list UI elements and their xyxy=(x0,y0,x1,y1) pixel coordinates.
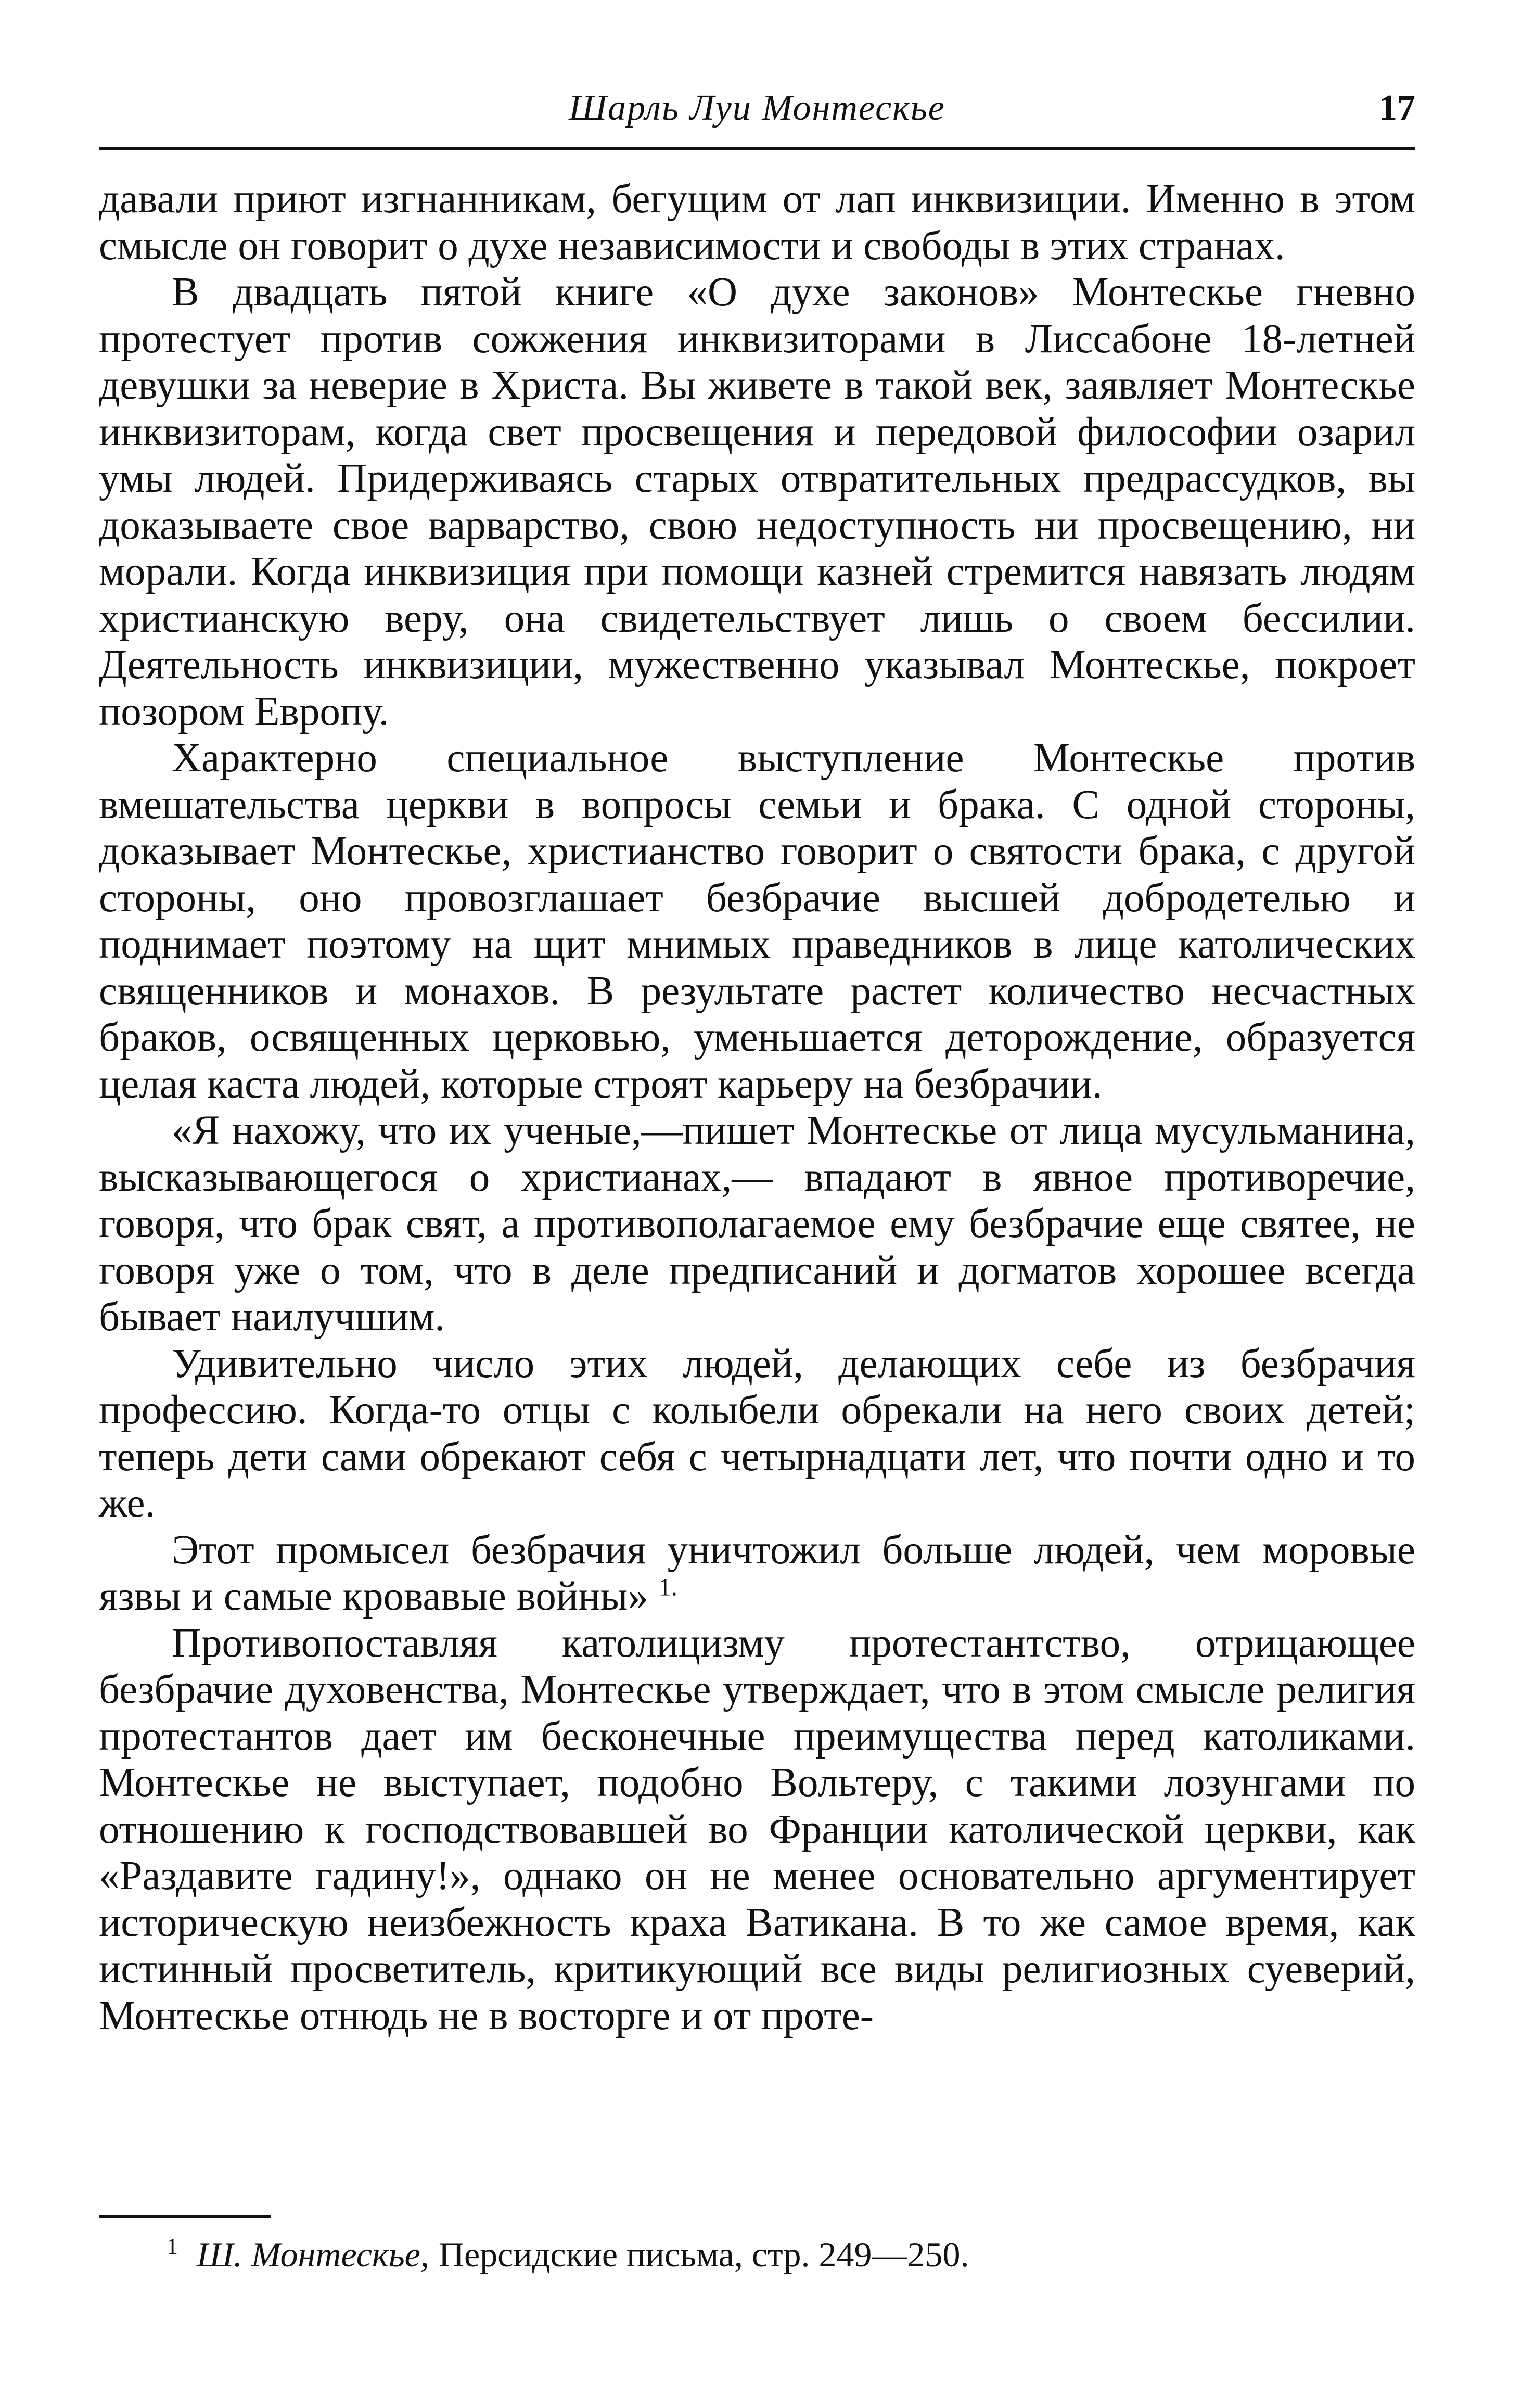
paragraph-text: Удивительно число этих людей, делающих себе из безбрачия профессию. Когда-то отцы с колыбели обрекали на него своих детей; теперь дети сами обрекают себя с четырнадцати лет, что почти одно и то же. xyxy=(99,1341,1415,1526)
paragraph-text: В двадцать пятой книге «О духе законов» Монтескье гневно протестует против сожжения инквизиторами в Лиссабоне 18-летней девушки за неверие в Христа. Вы живете в такой век, заявляет Монтескье инквизиторам, когда свет просвещения и передовой философии озарил умы людей. Придерживаясь старых отвратительных предрассудков, вы доказываете свое варварство, свою недоступность ни просвещению, ни морали. Когда инквизиция при помощи казней стремится навязать людям христианскую веру, она свидетельствует лишь о своем бессилии. Деятельность инквизиции, мужественно указывал Монтескье, покроет позором Европу. xyxy=(99,270,1415,734)
footnote-author: Ш. Монтескье, xyxy=(197,2235,429,2274)
paragraph-4 xyxy=(99,1107,1415,1341)
body-text xyxy=(99,176,1415,2039)
paragraph-2 xyxy=(99,269,1415,735)
paragraph-3 xyxy=(99,735,1415,1107)
paragraph-text: Противопоставляя католицизму протестантство, отрицающее безбрачие духовенства, Монтескье утверждает, что в этом смысле религия протестантов дает им бесконечные преимущества перед католиками. Монтескье не выступает, подобно Вольтеру, с такими лозунгами по отношению к господствовавшей во Франции католической церкви, как «Раздавите гадину!», однако он не менее основательно аргументирует историческую неизбежность краха Ватикана. В то же самое время, как истинный просветитель, критикующий все виды религиозных суеверий, Монтескье отнюдь не в восторге и от проте- xyxy=(99,1620,1415,2038)
paragraph-1 xyxy=(99,176,1415,269)
page-header xyxy=(99,87,1415,145)
running-title: Шарль Луи Монтескье xyxy=(569,88,945,128)
footnote xyxy=(167,2234,969,2275)
footnote-text: Персидские письма, стр. 249—250. xyxy=(438,2235,969,2274)
paragraph-7 xyxy=(99,1620,1415,2040)
header-rule xyxy=(99,147,1415,150)
paragraph-6 xyxy=(99,1527,1415,1620)
footnote-rule xyxy=(99,2215,271,2218)
paragraph-text: Этот промысел безбрачия уничтожил больше людей, чем моровые язвы и самые кровавые войны» xyxy=(99,1527,1415,1619)
paragraph-5 xyxy=(99,1341,1415,1527)
footnote-mark: 1 xyxy=(167,2234,178,2260)
page-number: 17 xyxy=(1379,88,1415,128)
paragraph-text: «Я нахожу, что их ученые,—пишет Монтескье от лица мусульманина, высказывающегося о христианах,— впадают в явное противоречие, говоря, что брак свят, а противополагаемое ему безбрачие еще святее, не говоря уже о том, что в деле предписаний и догматов хорошее всегда бывает наилучшим. xyxy=(99,1108,1415,1340)
paragraph-text: давали приют изгнанникам, бегущим от лап инквизиции. Именно в этом смысле он говорит о духе независимости и свободы в этих странах. xyxy=(99,176,1415,269)
footnote-reference[interactable]: 1. xyxy=(658,1573,677,1601)
paragraph-text: Характерно специальное выступление Монтескье против вмешательства церкви в вопросы семьи и брака. С одной стороны, доказывает Монтескье, христианство говорит о святости брака, с другой стороны, оно провозглашает безбрачие высшей добродетелью и поднимает поэтому на щит мнимых праведников в лице католических священников и монахов. В результате растет количество несчастных браков, освященных церковью, уменьшается деторождение, образуется целая каста людей, которые строят карьеру на безбрачии. xyxy=(99,735,1415,1107)
